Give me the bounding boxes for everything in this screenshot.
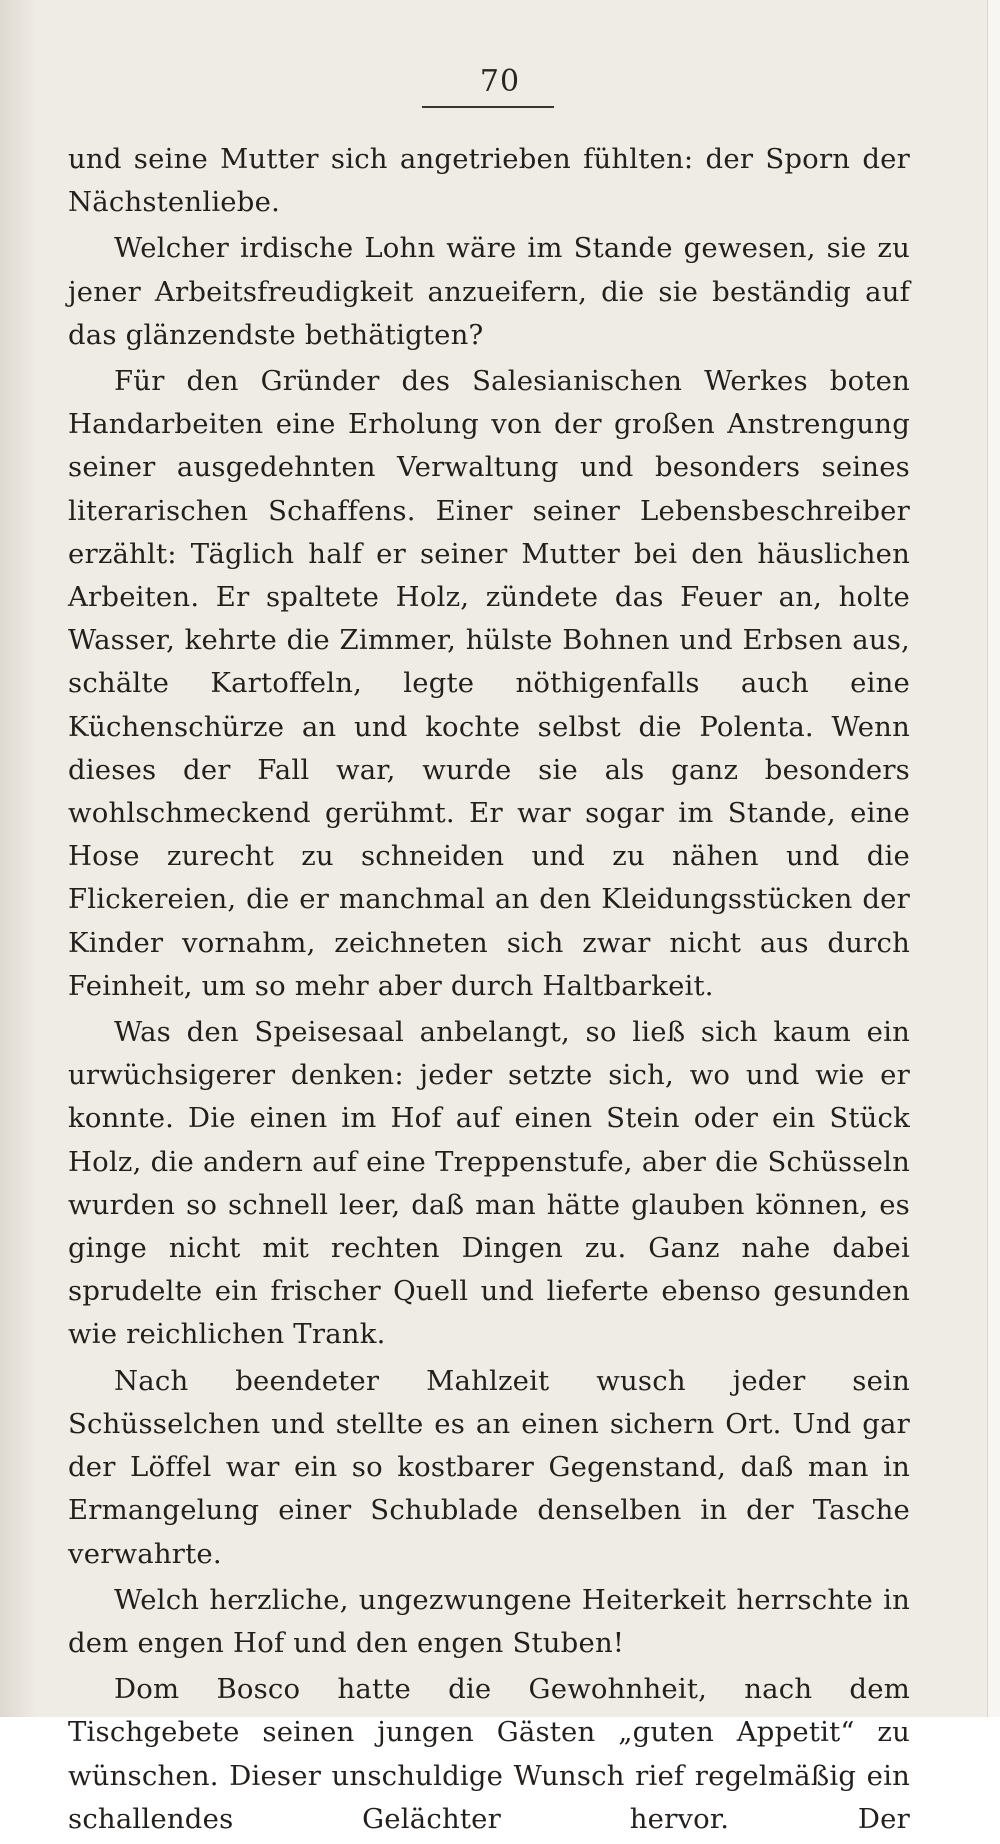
- page-number: 70: [479, 64, 521, 99]
- paragraph-3: Für den Gründer des Salesianischen Werkes boten Handarbeiten eine Erholung von der großen Anstrengung seiner ausgedehnten Verwaltung und besonders seines literarischen Schaffens. Einer seiner Lebensbeschreiber erzählt: Täglich half er seiner Mutter bei den häuslichen Arbeiten. Er spaltete Holz, zündete das Feuer an, holte Wasser, kehrte die Zimmer, hülste Bohnen und Erbsen aus, schälte Kartoffeln, legte nöthigenfalls auch eine Küchenschürze an und kochte selbst die Polenta. Wenn dieses der Fall war, wurde sie als ganz besonders wohlschmeckend gerühmt. Er war sogar im Stande, eine Hose zurecht zu schneiden und zu nähen und die Flickereien, die er manchmal an den Kleidungsstücken der Kinder vornahm, zeichneten sich zwar nicht aus durch Feinheit, um so mehr aber durch Haltbarkeit.: [68, 365, 910, 1002]
- paragraph-4: Was den Speisesaal anbelangt, so ließ sich kaum ein urwüchsigerer denken: jeder setzte sich, wo und wie er konnte. Die einen im Hof auf einen Stein oder ein Stück Holz, die andern auf eine Treppenstufe, aber die Schüsseln wurden so schnell leer, daß man hätte glauben können, es ginge nicht mit rechten Dingen zu. Ganz nahe dabei sprudelte ein frischer Quell und lieferte ebenso gesunden wie reichlichen Trank.: [68, 1016, 910, 1351]
- page-number-rule: [422, 106, 554, 108]
- paragraph-7: Dom Bosco hatte die Gewohnheit, nach dem Tischgebete seinen jungen Gästen „guten Appetit“ zu wünschen. Dieser unschuldige Wunsch rief regelmäßig ein schallendes Gelächter hervor. Der: [68, 1673, 910, 1835]
- page-edge: [987, 0, 1000, 1717]
- body-text: [68, 138, 910, 1844]
- paragraph-1: und seine Mutter sich angetrieben fühlten: der Sporn der Nächstenliebe.: [68, 143, 910, 219]
- page-gutter-shadow: [0, 0, 36, 1717]
- paragraph-5: Nach beendeter Mahlzeit wusch jeder sein Schüsselchen und stellte es an einen sichern Ort. Und gar der Löffel war ein so kostbarer Gegenstand, daß man in Ermangelung einer Schublade denselben in der Tasche verwahrte.: [68, 1364, 910, 1570]
- paragraph-2: Welcher irdische Lohn wäre im Stande gewesen, sie zu jener Arbeitsfreudigkeit anzueifern, die sie beständig auf das glänzendste bethätigten?: [68, 232, 910, 351]
- paragraph-6: Welch herzliche, ungezwungene Heiterkeit herrschte in dem engen Hof und den engen Stuben!: [68, 1583, 910, 1659]
